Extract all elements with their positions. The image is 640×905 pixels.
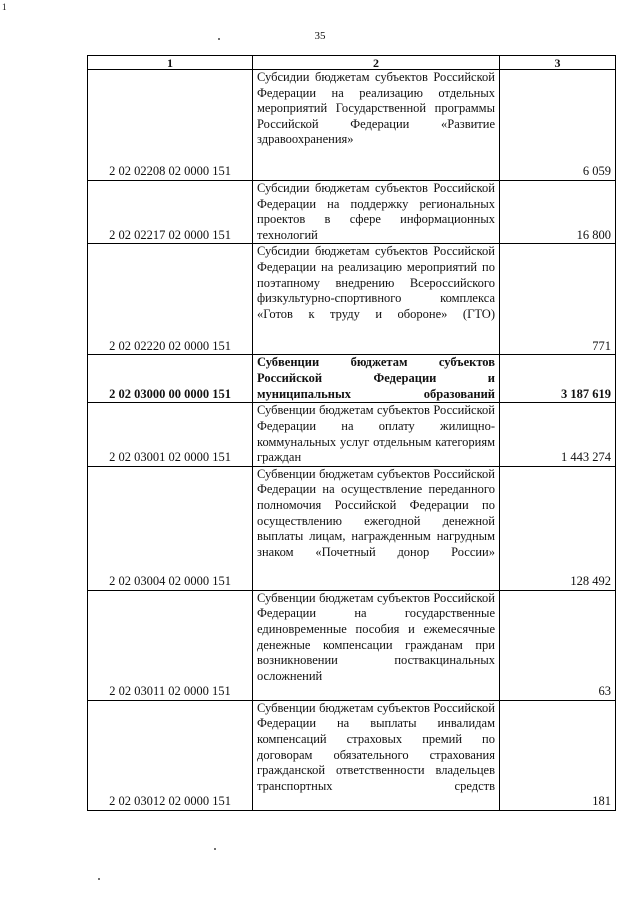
row-code: 2 02 02217 02 0000 151	[88, 181, 253, 244]
row-code: 2 02 02208 02 0000 151	[88, 70, 253, 181]
table-row	[88, 244, 616, 355]
row-amount: 63	[500, 590, 616, 700]
row-code: 2 02 02220 02 0000 151	[88, 244, 253, 355]
row-description: Субсидии бюджетам субъектов Российской Федерации на реализацию мероприятий по поэтапному внедрению Всероссийского физкультурно-спортивного комплекса «Готов к труду и обороне» (ГТО)	[253, 244, 500, 355]
budget-table	[87, 55, 616, 811]
table-row	[88, 70, 616, 181]
row-description: Субсидии бюджетам субъектов Российской Федерации на реализацию отдельных мероприятий Государственной программы Российской Федерации «Развитие здравоохранения»	[253, 70, 500, 181]
row-amount: 181	[500, 700, 616, 810]
row-code: 2 02 03001 02 0000 151	[88, 403, 253, 466]
table-row	[88, 355, 616, 403]
row-code: 2 02 03000 00 0000 151	[88, 355, 253, 403]
header-col-3: 3	[500, 56, 616, 70]
row-description: Субвенции бюджетам субъектов Российской Федерации на оплату жилищно-коммунальных услуг отдельным категориям граждан	[253, 403, 500, 466]
table-row	[88, 700, 616, 810]
row-code: 2 02 03004 02 0000 151	[88, 466, 253, 590]
row-description: Субвенции бюджетам субъектов Российской Федерации на осуществление переданного полномочия Российской Федерации по осуществлению ежегодной денежной выплаты лицам, награжденным нагрудным знаком «Почетный донор России»	[253, 466, 500, 590]
table-body	[88, 70, 616, 811]
table-row	[88, 466, 616, 590]
header-col-2: 2	[253, 56, 500, 70]
row-amount: 6 059	[500, 70, 616, 181]
row-description: Субвенции бюджетам субъектов Российской Федерации на государственные единовременные пособия и ежемесячные денежные компенсации гражданам при возникновении поствакцинальных осложнений	[253, 590, 500, 700]
row-code: 2 02 03012 02 0000 151	[88, 700, 253, 810]
row-description: Субвенции бюджетам субъектов Российской Федерации на выплаты инвалидам компенсаций страховых премий по договорам обязательного страхования гражданской ответственности владельцев транспортных средств	[253, 700, 500, 810]
scan-speck	[98, 878, 100, 880]
row-amount: 1 443 274	[500, 403, 616, 466]
row-code: 2 02 03011 02 0000 151	[88, 590, 253, 700]
margin-mark: 1	[2, 2, 7, 12]
table-row	[88, 590, 616, 700]
scan-speck	[214, 848, 216, 850]
row-description: Субвенции бюджетам субъектов Российской Федерации и муниципальных образований	[253, 355, 500, 403]
page-number: 35	[314, 30, 326, 42]
table-row	[88, 181, 616, 244]
row-description: Субсидии бюджетам субъектов Российской Федерации на поддержку региональных проектов в сфере информационных технологий	[253, 181, 500, 244]
header-col-1: 1	[88, 56, 253, 70]
scan-speck	[218, 38, 220, 40]
header-row	[88, 56, 616, 70]
table-row	[88, 403, 616, 466]
row-amount: 771	[500, 244, 616, 355]
row-amount: 16 800	[500, 181, 616, 244]
row-amount: 128 492	[500, 466, 616, 590]
row-amount: 3 187 619	[500, 355, 616, 403]
